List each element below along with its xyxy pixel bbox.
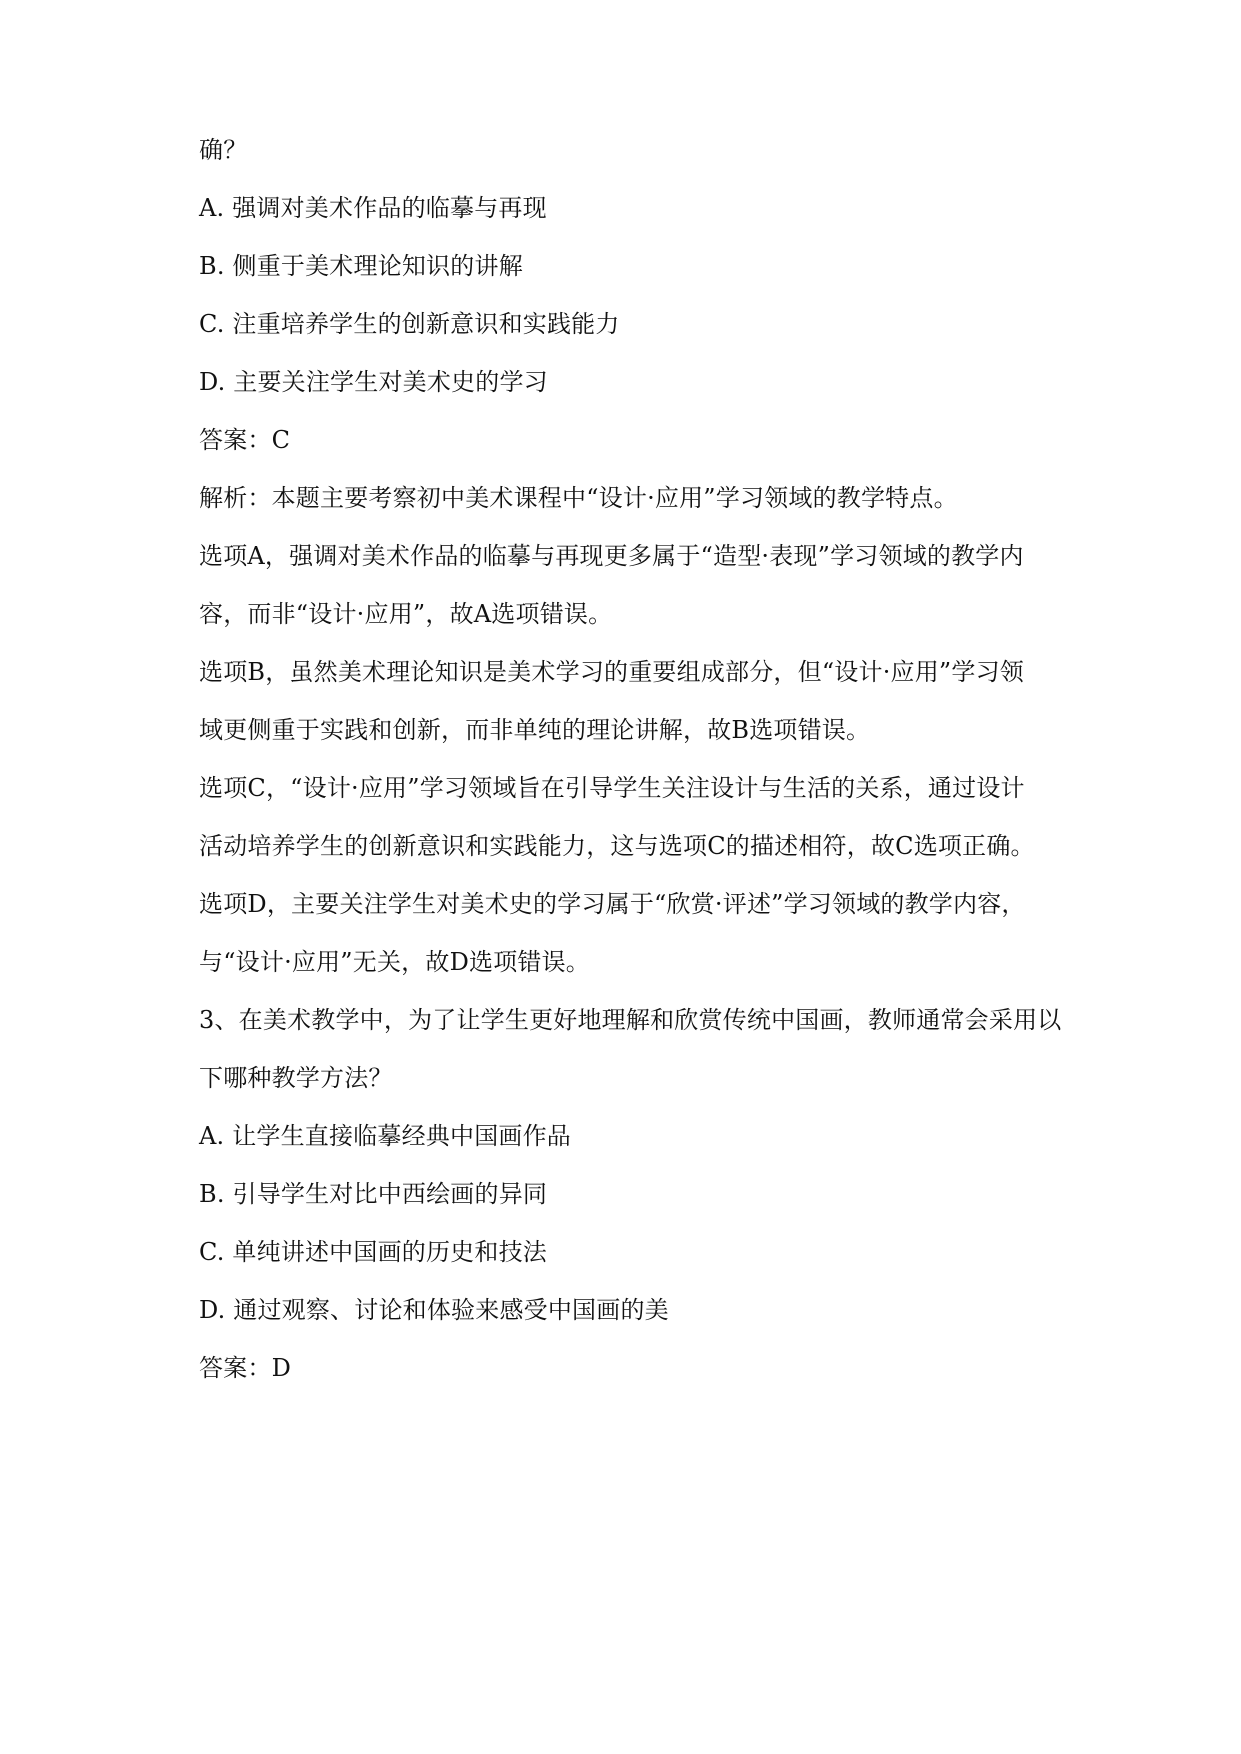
analysis-option-c-line-2: 活动培养学生的创新意识和实践能力，这与选项C的描述相符，故C选项正确。 [199,832,1035,860]
question-3-option-c: C. 单纯讲述中国画的历史和技法 [199,1238,547,1266]
analysis-option-b-line-1: 选项B，虽然美术理论知识是美术学习的重要组成部分，但“设计·应用”学习领 [199,658,1025,686]
analysis-option-d-line-1: 选项D，主要关注学生对美术史的学习属于“欣赏·评述”学习领域的教学内容， [199,890,1026,918]
analysis-intro: 解析：本题主要考察初中美术课程中“设计·应用”学习领域的教学特点。 [199,484,958,512]
question-3-line-2: 下哪种教学方法？ [199,1064,393,1092]
answer-line: 答案：C [199,426,291,454]
option-c: C. 注重培养学生的创新意识和实践能力 [199,310,620,338]
question-3-answer: 答案：D [199,1354,292,1382]
option-b: B. 侧重于美术理论知识的讲解 [199,252,523,280]
question-3-option-a: A. 让学生直接临摹经典中国画作品 [199,1122,571,1150]
analysis-option-c-line-1: 选项C，“设计·应用”学习领域旨在引导学生关注设计与生活的关系，通过设计 [199,774,1025,802]
analysis-option-d-line-2: 与“设计·应用”无关，故D选项错误。 [199,948,591,976]
question-3-option-d: D. 通过观察、讨论和体验来感受中国画的美 [199,1296,669,1324]
option-a: A. 强调对美术作品的临摹与再现 [199,194,547,222]
option-d: D. 主要关注学生对美术史的学习 [199,368,548,396]
analysis-option-a-line-2: 容，而非“设计·应用”，故A选项错误。 [199,600,613,628]
question-3-option-b: B. 引导学生对比中西绘画的异同 [199,1180,548,1208]
question-3-line-1: 3、在美术教学中，为了让学生更好地理解和欣赏传统中国画，教师通常会采用以 [199,1006,1062,1034]
analysis-option-b-line-2: 域更侧重于实践和创新，而非单纯的理论讲解，故B选项错误。 [199,716,871,744]
analysis-option-a-line-1: 选项A，强调对美术作品的临摹与再现更多属于“造型·表现”学习领域的教学内 [199,542,1024,570]
question-continuation: 确？ [199,136,248,164]
